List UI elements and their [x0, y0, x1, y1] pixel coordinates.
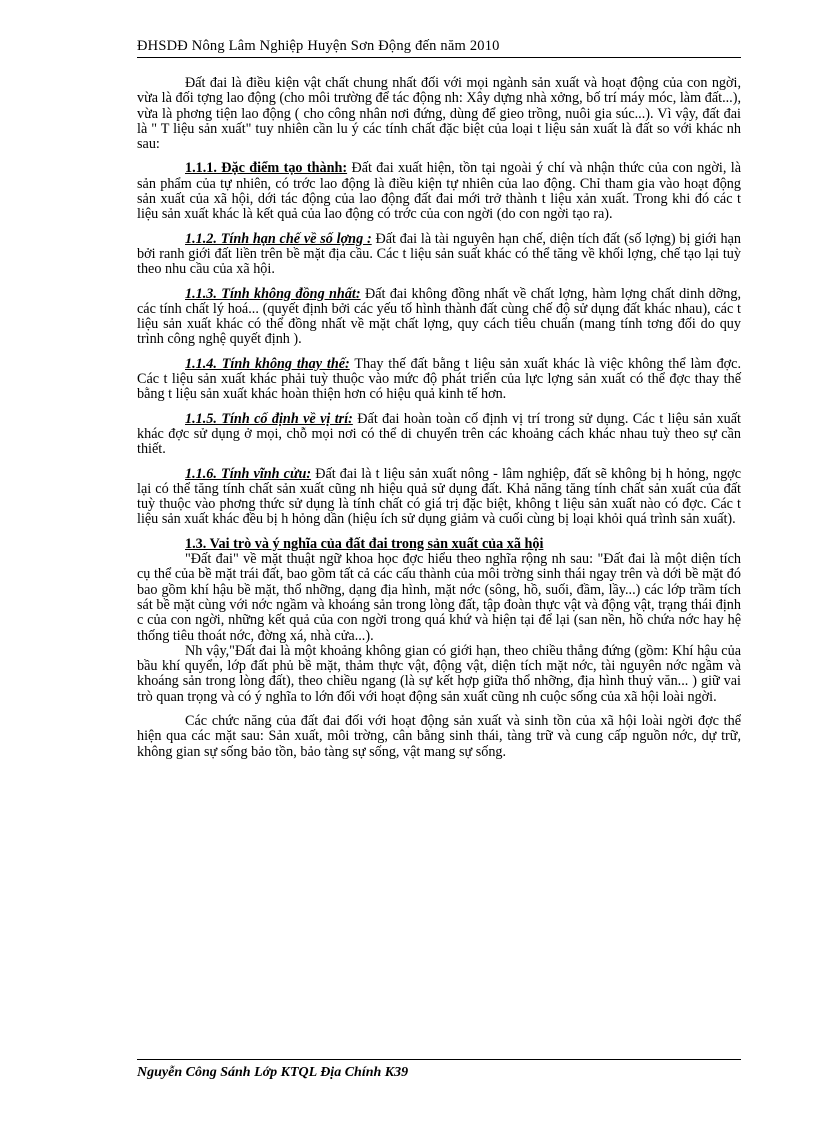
section-text: Thay thế đất bằng t liệu sản xuất khác là việc không thể làm đợc. Các t liệu sản xuất khác phải tuỳ thuộc vào mức độ phát triển của lực lợng sản xuất có thể đợc thay thế bằng t liệu sản xuất khác hoàn thiện hơn có hiệu quả kinh tế hơn. [137, 355, 742, 403]
section-text: Đất đai là t liệu sản xuất nông - lâm nghiệp, đất sẽ không bị h hỏng, ngợc lại có thể tăng tính chất sản xuất cũng nh hiệu quả sử dụng đất. Khả năng tăng tính chất sản xuất của đất tuỳ thuộc vào phơng thức sử dụng là tính chất có giá trị đặc biệt, không t liệu sản xuất nào có đợc. Các t liệu sản xuất khác đều bị h hỏng dần (hiệu ích sử dụng giảm và cuối cùng bị loại khỏi quá trình sản xuất). [137, 465, 741, 528]
section-1-1-1 [137, 161, 741, 222]
section-title-1-3: 1.3. Vai trò và ý nghĩa của đất đai trong sản xuất của xã hội [185, 535, 544, 552]
header-rule [137, 57, 741, 58]
footer-rule [137, 1059, 741, 1060]
section-1-1-2 [137, 232, 741, 278]
section-text: Đất đai không đồng nhất về chất lợng, hàm lợng chất dinh dỡng, các tính chất lý hoá... (quyết định bởi các yếu tố hình thành đất cùng chế độ sử dụng đất khác nhau), các t liệu sản xuất khác có thể đồng nhất về mặt chất lợng, quy cách tiêu chuẩn (mang tính tơng đối do quy trình công nghệ quyết định ). [137, 285, 741, 348]
body-paragraph: Nh vậy,"Đất đai là một khoảng không gian có giới hạn, theo chiều thẳng đứng (gồm: Khí hậu của bầu khí quyển, lớp đất phủ bề mặt, thảm thực vật, động vật, diện tích mặt nớc, tài nguyên nớc ngầm và khoáng sản trong lòng đất), theo chiều ngang (là sự kết hợp giữa thổ nhỡng, địa hình thuỷ văn... ) giữ vai trò quan trọng và có ý nghĩa to lớn đối với hoạt động sản xuất cũng nh cuộc sống của xã hội loài ngời. [137, 642, 741, 705]
section-heading: 1.1.1. Đặc điểm tạo thành: [185, 160, 348, 177]
section-heading: 1.1.2. Tính hạn chế về số lợng : [185, 230, 372, 247]
document-body [137, 76, 741, 760]
section-heading: 1.1.5. Tính cố định về vị trí: [185, 410, 353, 427]
section-text: Đất đai là tài nguyên hạn chế, diện tích đất (số lợng) bị giới hạn bởi ranh giới đất liền trên bề mặt địa cầu. Các t liệu sản suất khác có thể tăng về khối lợng, chế tạo lại tuỳ theo nhu cầu của xã hội. [137, 230, 741, 278]
page-footer: Nguyễn Công Sánh Lớp KTQL Địa Chính K39 [137, 1065, 409, 1080]
section-heading: 1.1.4. Tính không thay thế: [185, 355, 350, 372]
intro-paragraph: Đất đai là điều kiện vật chất chung nhất đối với mọi ngành sản xuất và hoạt động của con ngời, vừa là đối tợng lao động (cho môi trường để tác động nh: Xây dựng nhà xởng, bố trí máy móc, làm đất...), vừa là phơng tiện lao động ( cho công nhân nơi đứng, dùng để gieo trồng, nuôi gia súc...). Vì vậy, đất đai là " T liệu sản xuất" tuy nhiên cần lu ý các tính chất đặc biệt của loại t liệu sản xuất là đất so với khác nh sau: [137, 75, 741, 153]
section-1-1-4 [137, 357, 741, 403]
page-header: ĐHSDĐ Nông Lâm Nghiệp Huyện Sơn Động đến năm 2010 [137, 38, 500, 54]
section-heading: 1.1.3. Tính không đồng nhất: [185, 285, 361, 302]
section-1-1-6 [137, 467, 741, 528]
section-heading: 1.1.6. Tính vĩnh cửu: [185, 465, 312, 482]
section-1-1-3 [137, 287, 741, 348]
section-text: Đất đai hoàn toàn cố định vị trí trong sử dụng. Các t liệu sản xuất khác đợc sử dụng ở mọi, chỗ mọi nơi có thể di chuyển trên các khoảng cách khác nhau tuỳ theo sự cần thiết. [137, 410, 741, 458]
section-text: Đất đai xuất hiện, tồn tại ngoài ý chí và nhận thức của con ngời, là sản phẩm của tự nhiên, có trớc lao động là điều kiện tự nhiên của lao động. Chỉ tham gia vào hoạt động sản xuất của xã hội, dới tác động của lao động đất đai mới trở thành t liệu xản xuất. Trong khi đó các t liệu sản xuất khác là kết quả của lao động có trớc của con ngời (do con ngời tạo ra). [137, 160, 741, 223]
section-1-1-5 [137, 412, 741, 458]
body-paragraph: "Đất đai" về mặt thuật ngữ khoa học đợc hiểu theo nghĩa rộng nh sau: "Đất đai là một diện tích cụ thể của bề mặt trái đất, bao gồm tất cả các cấu thành của môi trờng sinh thái ngay trên và dới bề mặt đó bao gồm khí hậu bề mặt, thổ nhỡng, dạng địa hình, mặt nớc (sông, hồ, suối, đầm, lầy...) các lớp trầm tích sát bề mặt cùng với nớc ngầm và khoáng sản trong lòng đất, tập đoàn thực vật và động vật, trạng thái định c của con ngời, những kết quả của con ngời trong quá khứ và hiện tại để lại (san nền, hồ chứa nớc hay hệ thống tiêu thoát nớc, đờng xá, nhà cửa...). [137, 551, 741, 644]
body-paragraph: Các chức năng của đất đai đối với hoạt động sản xuất và sinh tồn của xã hội loài ngời đợc thể hiện qua các mặt sau: Sản xuất, môi trờng, cân bằng sinh thái, tàng trữ và cung cấp nguồn nớc, dự trữ, không gian sự sống bảo tồn, bảo tàng sự sống, vật mang sự sống. [137, 712, 741, 760]
